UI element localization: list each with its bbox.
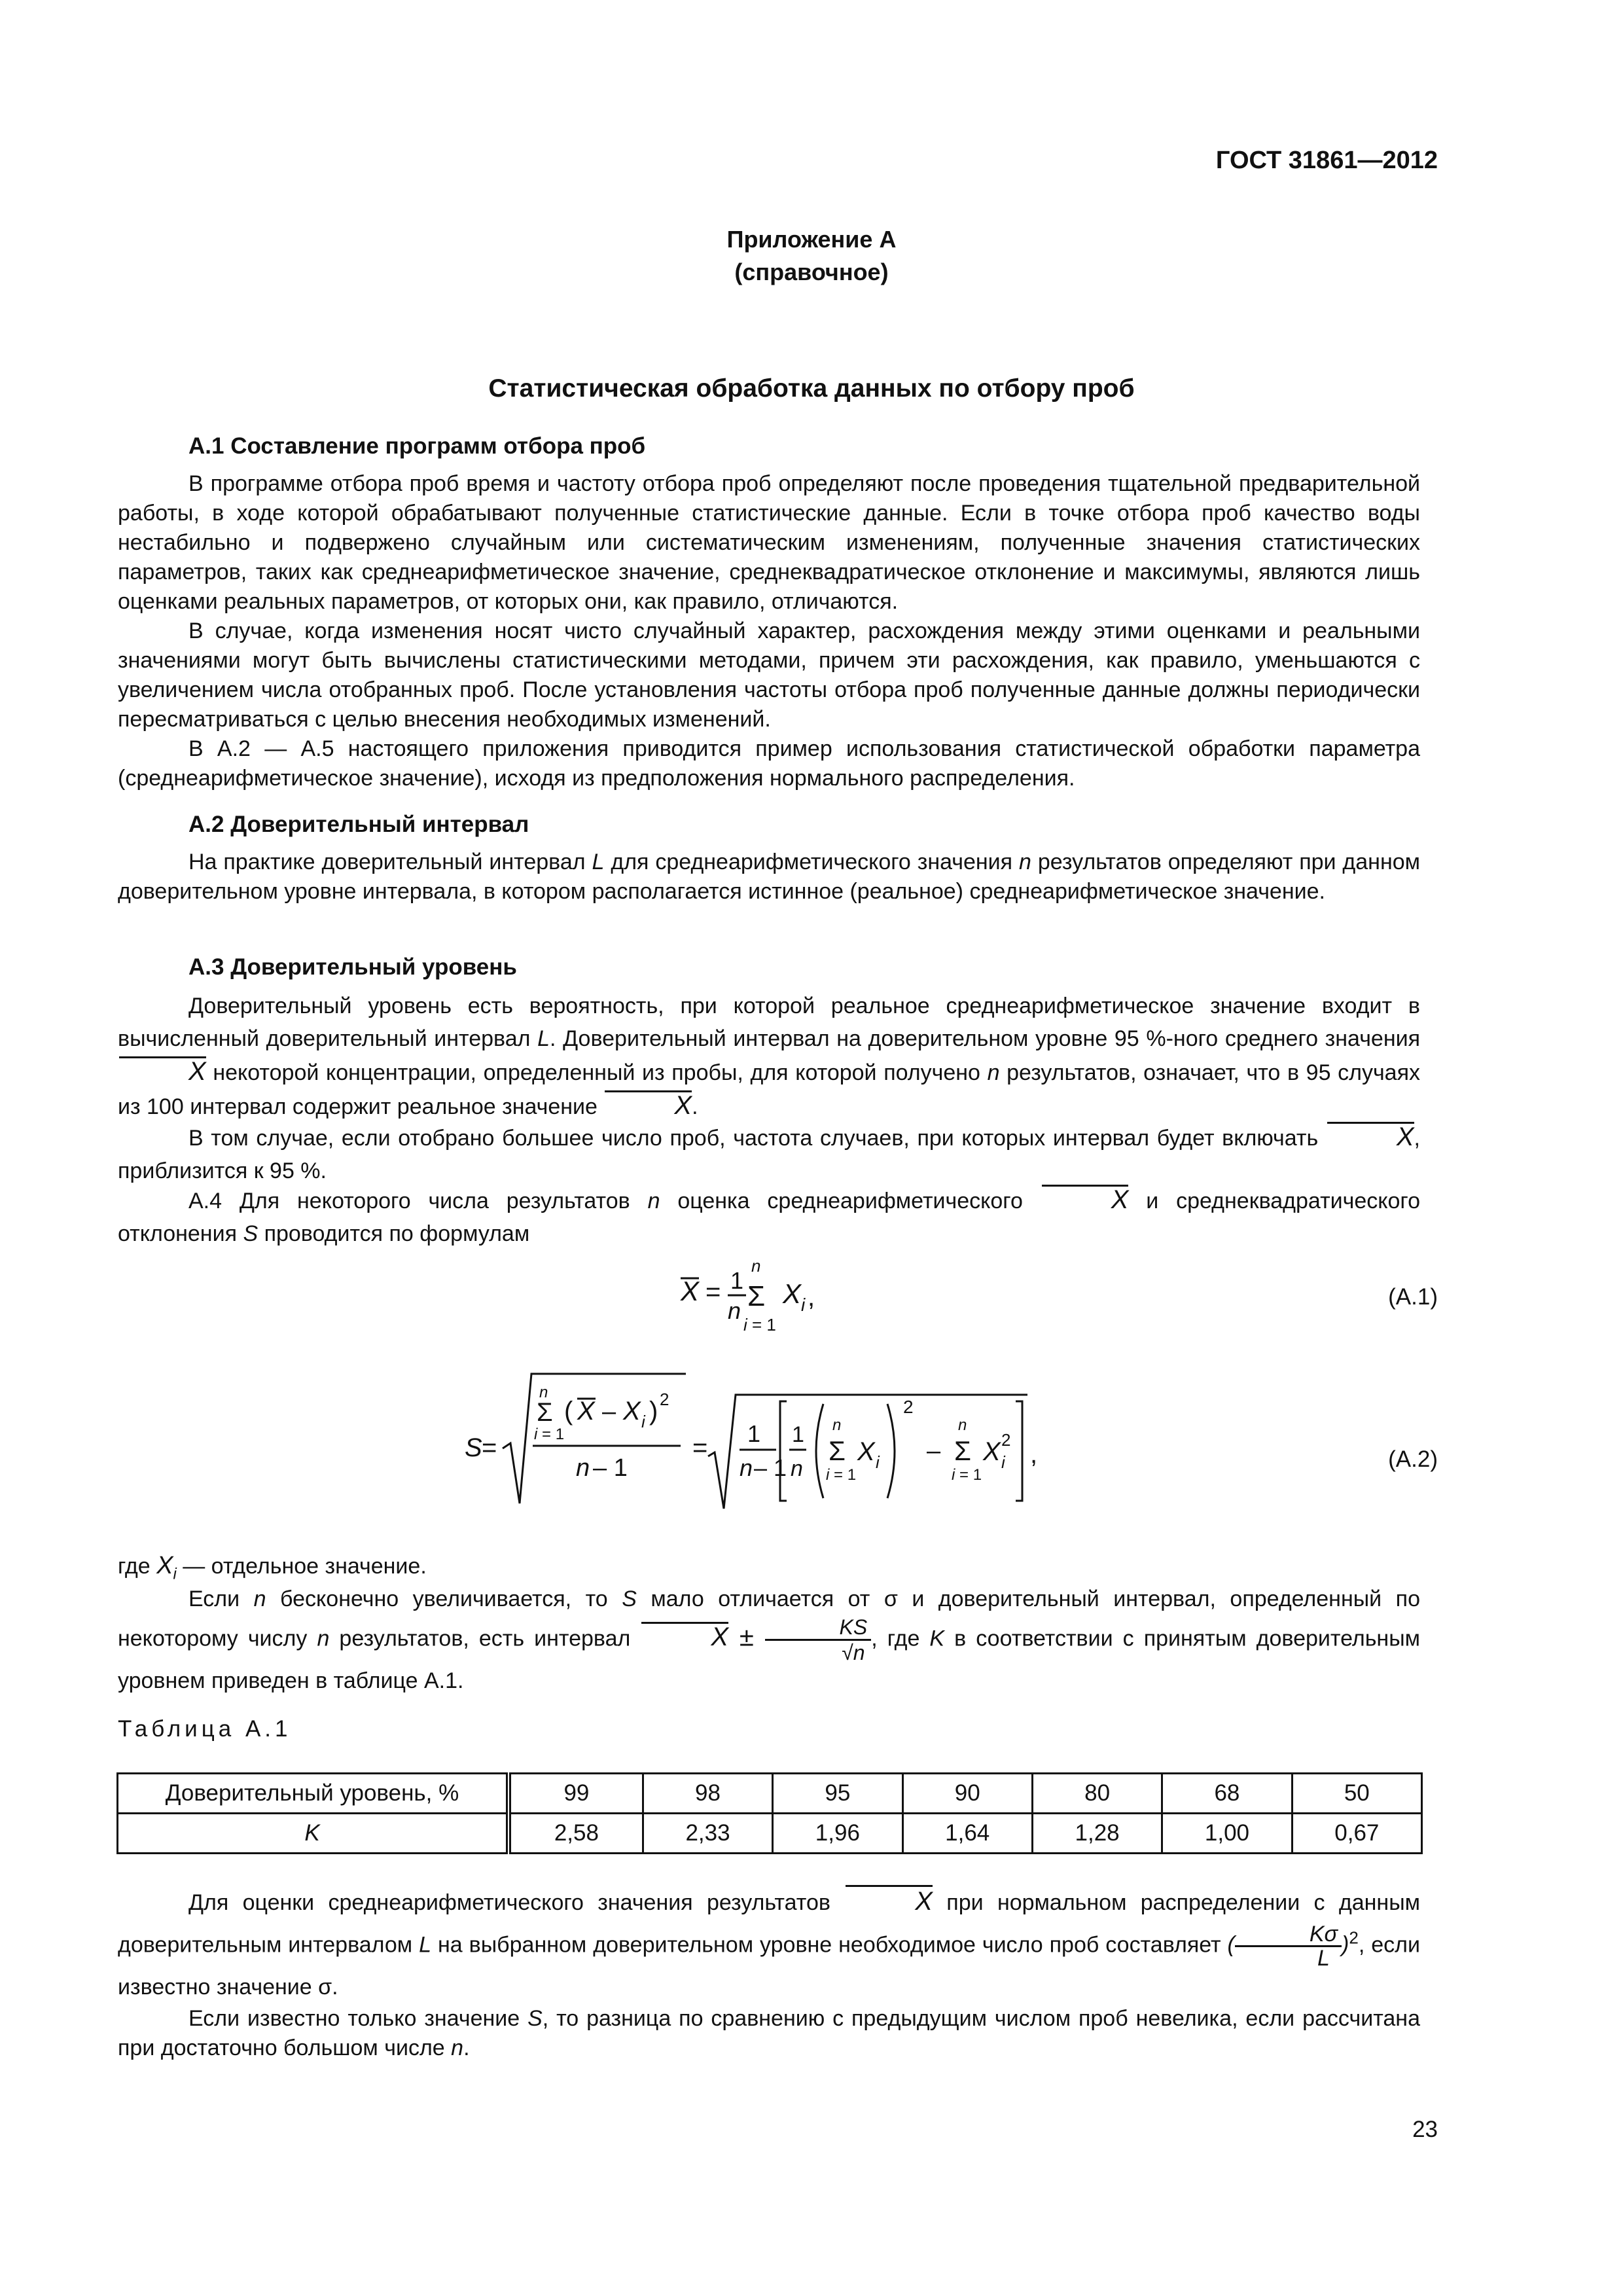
section-a4-paragraph-1 [118,1183,1420,1250]
svg-text:n: n [958,1416,967,1434]
page-number: 23 [1412,2117,1438,2142]
svg-text:X: X [783,1278,802,1309]
var-S: S [527,2006,543,2031]
text-run: , то разница по сравнению с предыдущим числом проб невелика, если рассчитана при достаточно большом числе [118,2006,1420,2060]
text-run: в соответствии с принятым доверительным уровнем приведен в таблице А.1. [118,1626,1421,1693]
section-a3-paragraph-2 [118,1121,1420,1187]
svg-text:): ) [649,1397,658,1426]
text-run: , если известно значение σ. [118,1932,1420,2000]
main-title: Статистическая обработка данных по отбору проб [488,374,1135,403]
svg-text:–: – [602,1398,616,1426]
var-L: L [537,1026,550,1051]
table-cell: 1,96 [773,1814,902,1854]
section-a3-paragraph-1 [118,990,1420,1123]
text-run: на выбранном доверительном уровне необходимое число проб составляет [431,1932,1228,1958]
equation-a2 [452,1365,1067,1522]
document-number: ГОСТ 31861—2012 [1215,147,1438,174]
x-bar-symbol: X [640,1621,728,1653]
post-table-paragraph-1 [118,1884,1420,2005]
section-a3-heading: А.3 Доверительный уровень [188,954,517,980]
svg-text:– 1: – 1 [593,1454,628,1482]
table-row [118,1814,1422,1854]
fraction-numerator: KS [765,1615,872,1641]
svg-text:i = 1: i = 1 [952,1466,982,1484]
var-L: L [419,1932,432,1958]
appendix-title: Приложение А [726,226,897,253]
svg-text:i: i [876,1452,880,1472]
table-row [118,1774,1422,1814]
text-run: проводится по формулам [258,1221,530,1246]
equation-a1 [668,1253,864,1342]
svg-text:X: X [577,1397,595,1426]
svg-text:1: 1 [747,1420,761,1447]
x-bar-symbol: X [603,1089,692,1122]
table-cell: 2,58 [508,1814,643,1854]
table-cell: 1,00 [1162,1814,1292,1854]
text-run: мало отличается от σ и доверительный интервал, определенный по некоторому числу [118,1587,1420,1651]
svg-text:– 1: – 1 [754,1454,787,1481]
fraction-numerator: Kσ [1235,1923,1342,1947]
text-run: . [692,1094,698,1119]
svg-text:n: n [791,1456,803,1481]
svg-text:i = 1: i = 1 [826,1466,857,1484]
var-n: n [451,2036,464,2060]
table-cell-header: K [118,1814,509,1854]
section-a1-paragraph-1: В программе отбора проб время и частоту отбора проб определяют после проведения тщательной предварительной работы, в ходе которой обрабатывают полученные статистические данные. Если в точке отбора проб качество воды нестабильно и подвержено случайным или систематическим изменениям, полученные значения статистических параметров, таких как среднеарифметическое значение, среднеквадратическое отклонение и максимумы, являются лишь оценками реальных параметров, от которых они, как правило, отличаются. [118,471,1420,614]
text-run: для среднеарифметического значения [604,850,1019,874]
svg-text:Σ: Σ [747,1280,766,1312]
var-n: n [317,1626,330,1651]
svg-text:n: n [832,1416,842,1434]
svg-text:n: n [751,1256,761,1276]
svg-text:,: , [808,1283,815,1312]
equation-a1-label: (А.1) [1388,1284,1438,1310]
var-n: n [647,1189,660,1213]
k-sigma-over-l-squared: ( $\frac{K\sigma}{L}$ )$^2$ [1227,1921,1359,1971]
text-run: . [463,2036,470,2060]
section-a1-paragraph-3: В А.2 — А.5 настоящего приложения приводится пример использования статистической обработки параметра (среднеарифметическое значение), исходя из предположения нормального распределения. [118,736,1420,791]
var-n: n [987,1060,1000,1085]
text-run: , приблизится к 95 %. [118,1126,1420,1183]
svg-text:i = 1: i = 1 [534,1426,565,1443]
xi-symbol: $X_i$ [156,1552,177,1583]
post-table-paragraph-2 [118,2004,1420,2063]
section-a2-paragraph [118,848,1420,906]
svg-text:n: n [539,1384,548,1401]
var-S: S [243,1221,259,1246]
svg-text:n: n [728,1297,741,1324]
text-run: некоторой концентрации, определенный из пробы, для которой получено [205,1060,988,1085]
table-cell: 2,33 [643,1814,772,1854]
svg-text:2: 2 [660,1390,669,1409]
svg-text:n: n [740,1454,753,1481]
svg-text:=: = [705,1278,721,1306]
appendix-subtitle: (справочное) [734,259,889,285]
section-a1-paragraph-2: В случае, когда изменения носят чисто случайный характер, расхождения между этими оценками и реальными значениями могут быть вычислены статистическими методами, причем эти расхождения, как правило, уменьшаются с увеличением числа отобранных проб. После установления частоты отбора проб полученные данные должны периодически пересматриваться с целью внесения необходимых изменений. [118,619,1420,732]
fraction-denominator: L [1317,1945,1330,1971]
text-run: В том случае, если отобрано большее число проб, частота случаев, при которых интервал будет включать [188,1126,1326,1151]
svg-text:=: = [482,1433,497,1462]
svg-text:2: 2 [903,1397,914,1417]
svg-text:1: 1 [792,1422,804,1447]
svg-text:X: X [857,1437,875,1466]
text-run: бесконечно увеличивается, то [266,1587,622,1611]
text-run: Для оценки среднеарифметического значения результатов [188,1890,845,1915]
section-a1-heading: А.1 Составление программ отбора проб [188,433,646,459]
table-cell: 95 [773,1774,902,1814]
svg-text:–: – [927,1437,941,1465]
svg-text:1: 1 [730,1267,744,1294]
text-run: Доверительный уровень есть вероятность, при которой реальное среднеарифметическое значение входит в вычисленный доверительный интервал [118,994,1420,1051]
table-cell: 99 [508,1774,643,1814]
svg-text:Σ: Σ [829,1435,846,1466]
svg-text:(: ( [564,1397,573,1426]
svg-text:n: n [576,1454,590,1482]
svg-text:X: X [623,1397,641,1426]
var-L: L [592,850,605,874]
svg-text:i: i [801,1295,806,1315]
confidence-table [116,1772,1423,1854]
text-run: А.4 Для некоторого числа результатов [188,1189,648,1213]
text-run: — отдельное значение. [176,1554,427,1579]
x-bar-symbol: X [118,1055,206,1088]
text-run: и среднеквадратического отклонения [118,1189,1420,1246]
svg-text:=: = [692,1433,708,1462]
ks-over-root-n [765,1615,872,1664]
table-cell: 98 [643,1774,772,1814]
text-run: где [118,1554,157,1579]
table-cell: 1,28 [1032,1814,1162,1854]
svg-text:X: X [983,1437,1001,1466]
table-cell: 68 [1162,1774,1292,1814]
var-S: S [622,1587,637,1611]
fraction-denominator: √n [842,1641,865,1664]
svg-text:i: i [1001,1452,1005,1472]
table-caption: Таблица А.1 [118,1716,292,1742]
fraction [1235,1923,1342,1969]
svg-text:,: , [1030,1440,1038,1469]
text-run: Если [188,1587,254,1611]
table-cell: 50 [1292,1774,1421,1814]
text-run: результатов, означает, что в 95 случаях из 100 интервал содержит реальное значение [118,1060,1421,1119]
svg-text:Σ: Σ [954,1435,971,1466]
text-run: оценка среднеарифметического [660,1189,1041,1213]
text-run: , где [871,1626,930,1651]
section-a4-paragraph-2 [118,1583,1420,1697]
text-run: результатов определяют при данном доверительном уровне интервала, в котором располагается истинное (реальное) среднеарифметическое значение. [118,850,1421,904]
svg-text:i = 1: i = 1 [743,1315,776,1335]
text-run: На практике доверительный интервал [188,850,592,874]
svg-text:Σ: Σ [537,1398,553,1427]
table-cell: 80 [1032,1774,1162,1814]
text-run: Если известно только значение [188,2006,528,2031]
table-cell-header: Доверительный уровень, % [118,1774,509,1814]
svg-text:S: S [465,1433,482,1462]
text-run: при нормальном распределении с данным доверительным интервалом [118,1890,1421,1958]
plus-minus-symbol: ± [728,1623,765,1652]
text-run: результатов, есть интервал [329,1626,641,1651]
var-n: n [1019,850,1031,874]
text-run: . Доверительный интервал на доверительном уровне 95 %-ного среднего значения [550,1026,1420,1051]
svg-text:2: 2 [1001,1430,1011,1450]
table-cell: 1,64 [902,1814,1032,1854]
svg-text:X: X [681,1276,700,1306]
equation-a2-label: (А.2) [1388,1446,1438,1472]
section-a2-heading: А.2 Доверительный интервал [188,812,529,837]
x-bar-symbol: X [1041,1183,1129,1216]
svg-text:i: i [641,1412,645,1431]
table-cell: 0,67 [1292,1814,1421,1854]
x-bar-symbol: X [1326,1121,1414,1153]
x-bar-symbol: X [844,1884,933,1919]
table-cell: 90 [902,1774,1032,1814]
var-n: n [253,1587,266,1611]
var-K: K [929,1626,945,1651]
